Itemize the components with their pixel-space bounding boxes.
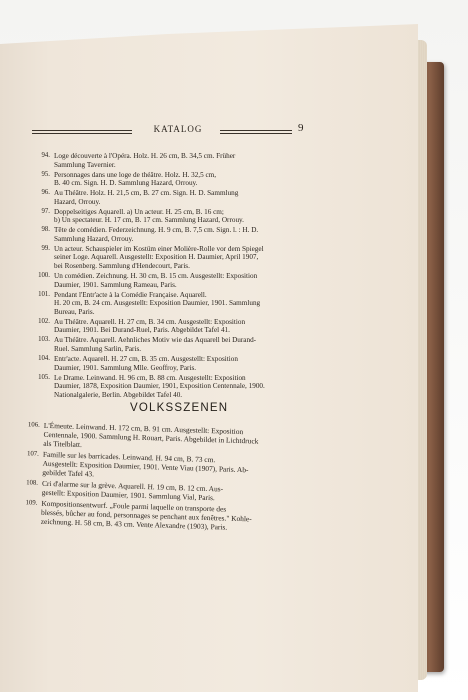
entry-number: 101.: [38, 290, 50, 298]
entry-number: 105.: [38, 373, 50, 381]
entry-number: 97.: [41, 207, 50, 215]
entry-text: Cri d'alarme sur la grève. Aquarell. H. 19 cm, B. 12 cm. Aus- gestellt: Exposition Daumier, 1901. Sammlung Vial, Paris.: [41, 478, 224, 503]
volksszenen-entries: [15, 420, 296, 536]
entry-text: Au Théâtre. Holz. H. 21,5 cm, B. 27 cm. Sign. H. D. Sammlung Hazard, Orrouy.: [54, 189, 239, 206]
entry-number: 104.: [38, 354, 50, 362]
running-title: KATALOG: [153, 124, 203, 134]
catalog-entry: [30, 355, 312, 372]
header-rule: [220, 130, 292, 131]
entry-text: Au Théâtre. Aquarell. Aehnliches Motiv wie das Aquarell bei Durand- Ruel. Sammlung Sarlin, Paris.: [54, 336, 257, 353]
page-number: 9: [298, 122, 304, 134]
entry-number: 96.: [41, 189, 50, 197]
entry-number: 102.: [38, 317, 50, 325]
entry-text: Pendant l'Entr'acte à la Comédie Française. Aquarell. H. 20 cm, B. 24 cm. Ausgestellt: Exposition Daumier, 1901. Sammlung Bureau, Paris.: [54, 290, 261, 316]
entry-text: Doppelseitiges Aquarell. a) Un acteur. H. 25 cm, B. 16 cm; b) Un spectateur. H. 17 cm, B. 17 cm. Sammlung Hazard, Orrouy.: [54, 207, 244, 225]
entry-number: 109.: [25, 499, 38, 507]
header-rule: [220, 133, 292, 134]
catalog-entry: [30, 336, 312, 353]
catalog-entry: [30, 245, 312, 271]
section-heading: VOLKSSZENEN: [130, 402, 229, 414]
entry-text: Kompositionsentwurf. „Foule parmi laquelle on transporte des blessés, bûcher au fond, personnages se penchant aux fenêtres." Kohle- zeichnung. H. 58 cm, B. 43 cm. Vente Alexandre (1903), Paris.: [40, 498, 252, 532]
catalog-entry: [30, 189, 312, 206]
entry-text: L'Émeute. Leinwand. H. 172 cm, B. 91 cm. Ausgestellt: Exposition Centennale, 1900. Sammlung H. Rouart, Paris. Abgebildet in Lichtdruck als Titelblatt.: [43, 420, 259, 450]
entry-text: Au Théâtre. Aquarell. H. 27 cm, B. 34 cm. Ausgestellt: Exposition Daumier, 1901. Bei Durand-Ruel, Paris. Abgebildet Tafel 41.: [54, 317, 246, 335]
catalog-entry: [30, 291, 312, 317]
entry-text: Personnages dans une loge de théâtre. Holz. H. 32,5 cm, B. 40 cm. Sign. H. D. Sammlung Hazard, Orrouy.: [54, 170, 217, 188]
entry-number: 100.: [38, 272, 50, 280]
entry-number: 107.: [26, 450, 40, 458]
entry-number: 94.: [41, 152, 50, 159]
entry-text: Un comédien. Zeichnung. H. 30 cm, B. 15 cm. Ausgestellt: Exposition Daumier, 1901. Sammlung Rameau, Paris.: [54, 272, 258, 289]
entry-number: 106.: [27, 421, 40, 429]
header-rule: [32, 133, 132, 134]
entry-text: Loge découverte à l'Opéra. Holz. H. 26 cm, B. 34,5 cm. Früher Sammlung Tavernier.: [54, 152, 236, 169]
catalog-entry: [30, 272, 312, 289]
entry-number: 99.: [41, 244, 50, 252]
entry-number: 95.: [41, 170, 50, 178]
entry-text: Famille sur les barricades. Leinwand. H. 94 cm, B. 73 cm. Ausgestellt: Exposition Daumier, 1901. Vente Viau (1907), Paris. Ab- gebildet Tafel 43.: [42, 449, 249, 479]
catalog-entry: [30, 171, 312, 188]
catalog-entry: [30, 374, 312, 400]
catalog-entry: [30, 226, 312, 243]
entry-text: Le Drame. Leinwand. H. 96 cm, B. 88 cm. Ausgestellt: Exposition Daumier, 1878, Exposition Daumier, 1901, Exposition Centennale, 1900. Nationalgalerie, Berlin. Abgebildet Tafel 40.: [54, 373, 265, 399]
catalog-entries: [30, 152, 312, 401]
entry-text: Tête de comédien. Federzeichnung. H. 9 cm, B. 7,5 cm. Sign. l. : H. D. Sammlung Hazard, Orrouy.: [54, 226, 259, 243]
entry-number: 98.: [41, 226, 50, 234]
running-header: [32, 124, 308, 146]
entry-text: Entr'acte. Aquarell. H. 27 cm, B. 35 cm. Ausgestellt: Exposition Daumier, 1901. Sammlung Mlle. Geoffroy, Paris.: [54, 354, 238, 372]
catalog-entry: [30, 318, 312, 335]
entry-number: 108.: [26, 479, 39, 487]
catalog-entry: [30, 208, 312, 225]
catalog-entry: [30, 152, 312, 169]
entry-number: 103.: [38, 336, 50, 344]
entry-text: Un acteur. Schauspieler im Kostüm einer Molière-Rolle vor dem Spiegel seiner Loge. Aquarell. Ausgestellt: Exposition H. Daumier, April 1907, bei Rosenberg. Sammlung d'Hendecourt, Paris.: [54, 244, 264, 271]
header-rule: [32, 130, 132, 131]
